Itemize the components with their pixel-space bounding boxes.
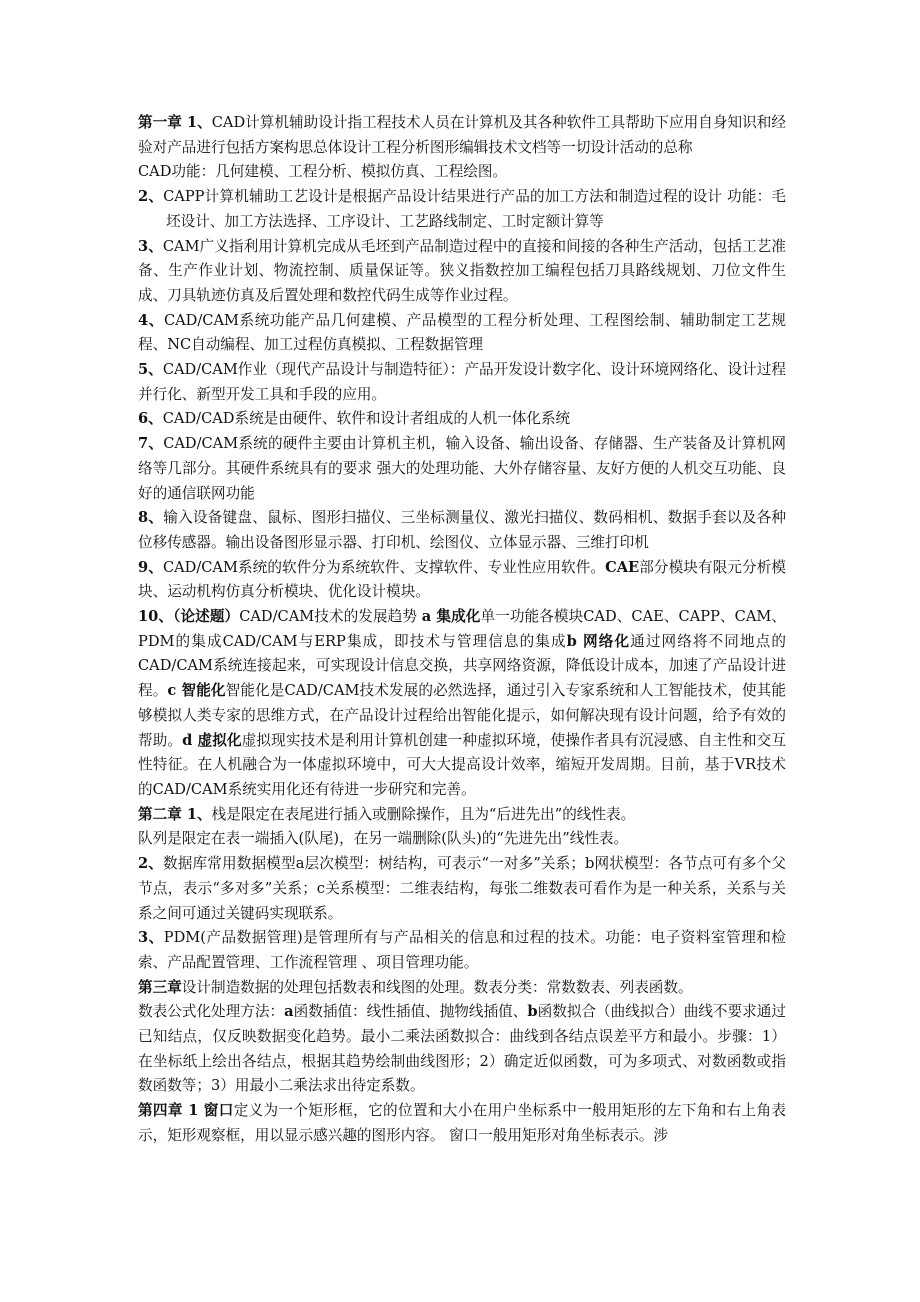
text-run: 单一功能各模块CAD、CAE、CAPP、CAM、PDM的集成CAD/CAM与ERP集成，即技术与管理信息的集成 <box>138 608 786 650</box>
bold-run: 第三章 <box>138 978 182 996</box>
bold-run: b <box>527 1003 538 1021</box>
text-run: 定义为一个矩形框，它的位置和大小在用户坐标系中一般用矩形的左下角和右上角表示，矩形观察框，用以显示感兴趣的图形内容。 窗口一般用矩形对角坐标表示。涉 <box>138 1102 786 1144</box>
text-run: 智能化是CAD/CAM技术发展的必然选择，通过引入专家系统和人工智能技术，使其能够模拟人类专家的思维方式，在产品设计过程给出智能化提示，如何解决现有设计问题，给予有效的帮助。 <box>138 682 786 749</box>
text-run: 输入设备键盘、鼠标、图形扫描仪、三坐标测量仪、激光扫描仪、数码相机、数据手套以及各种位移传感器。输出设备图形显示器、打印机、绘图仪、立体显示器、三维打印机 <box>138 509 786 551</box>
paragraph-ch1-6 <box>138 407 786 432</box>
bold-run: 3、 <box>138 929 164 947</box>
bold-run: 第一章 1、 <box>138 114 212 131</box>
paragraph-ch1-9 <box>138 556 786 605</box>
paragraph-ch1-7 <box>138 432 786 506</box>
bold-run: 7、 <box>138 435 164 453</box>
paragraph-ch2-3-pdm <box>138 926 786 975</box>
paragraph-ch3-intro <box>138 976 786 1001</box>
paragraph-ch2-2-data-models <box>138 852 786 926</box>
text-run: 虚拟现实技术是利用计算机创建一种虚拟环境，使操作者具有沉浸感、自主性和交互性特征。在人机融合为一体虚拟环境中，可大大提高设计效率，缩短开发周期。目前，基于VR技术的CAD/CAM系统实用化还有待进一步研究和完善。 <box>138 731 786 798</box>
text-run: 数据库常用数据模型a层次模型：树结构，可表示“一对多”关系；b网状模型：各节点可有多个父节点，表示“多对多”关系；c关系模型：二维表结构，每张二维数表可看作为是一种关系，关系与关系之间可通过关键码实现联系。 <box>138 855 786 922</box>
text-run: CAD/CAM系统功能产品几何建模、产品模型的工程分析处理、工程图绘制、辅助制定工艺规程、NC自动编程、加工过程仿真模拟、工程数据管理 <box>138 311 786 354</box>
bold-run: 2、 <box>138 188 164 206</box>
bold-run: CAE <box>605 558 640 576</box>
bold-run: 第四章 1 窗口 <box>138 1102 234 1120</box>
paragraph-ch1-2-capp <box>138 185 786 234</box>
text-run: CAD/CAM系统的软件分为系统软件、支撑软件、专业性应用软件。 <box>162 558 606 576</box>
text-run: PDM(产品数据管理)是管理所有与产品相关的信息和过程的技术。功能：电子资料室管理和检索、产品配置管理、工作流程管理 、项目管理功能。 <box>138 929 786 971</box>
text-run: CAM广义指利用计算机完成从毛坯到产品制造过程中的直接和间接的各种生产活动，包括工艺准备、生产作业计划、物流控制、质量保证等。狭义指数控加工编程包括刀具路线规划、刀位文件生成、刀具轨迹仿真及后置处理和数控代码生成等作业过程。 <box>138 237 787 304</box>
paragraph-ch1-1 <box>138 111 786 160</box>
bold-run: d 虚拟化 <box>182 731 242 749</box>
text-run: 队列是限定在表一端插入(队尾)，在另一端删除(队头)的“先进先出”线性表。 <box>138 830 629 848</box>
paragraph-ch2-1-stack <box>138 803 786 828</box>
paragraph-ch1-10-essay <box>138 605 786 803</box>
text-run: CAPP计算机辅助工艺设计是根据产品设计结果进行产品的加工方法和制造过程的设计 功能：毛坯设计、加工方法选择、工序设计、工艺路线制定、工时定额计算等 <box>163 188 786 230</box>
text-run: CAD功能：几何建模、工程分析、模拟仿真、工程绘图。 <box>138 163 508 181</box>
bold-run: b 网络化 <box>566 632 631 650</box>
text-run: 设计制造数据的处理包括数表和线图的处理。数表分类：常数数表、列表函数。 <box>181 978 693 996</box>
paragraph-ch1-4 <box>138 309 786 358</box>
bold-run: 2、 <box>138 855 164 873</box>
bold-run: 4、 <box>138 311 164 329</box>
text-run: 栈是限定在表尾进行插入或删除操作，且为“后进先出”的线性表。 <box>211 805 636 823</box>
bold-run: a <box>284 1003 294 1021</box>
paragraph-ch2-queue <box>138 827 786 852</box>
bold-run: c 智能化 <box>167 682 226 700</box>
bold-run: 第二章 1、 <box>138 805 212 823</box>
paragraph-ch1-8 <box>138 506 786 555</box>
text-run: 函数拟合（曲线拟合）曲线不要求通过已知结点，仅反映数据变化趋势。最小二乘法函数拟合：曲线到各结点误差平方和最小。步骤：1）在坐标纸上绘出各结点，根据其趋势绘制曲线图形；2）确定近似函数，可为多项式、对数函数或指数函数等；3）用最小二乘法求出待定系数。 <box>138 1003 786 1095</box>
paragraph-cad-functions <box>138 160 786 185</box>
bold-run: 5、 <box>138 361 163 379</box>
text-run: CAD计算机辅助设计指工程技术人员在计算机及其各种软件工具帮助下应用自身知识和经验对产品进行包括方案构思总体设计工程分析图形编辑技术文档等一切设计活动的总称 <box>138 114 786 156</box>
bold-run: 8、 <box>138 509 164 527</box>
text-run: 部分模块有限元分析模块、运动机构仿真分析模块、优化设计模块。 <box>138 558 786 601</box>
text-run: 函数插值：线性插值、抛物线插值、 <box>293 1003 528 1021</box>
bold-run: 10、（论述题） <box>138 608 240 626</box>
bold-run: 9、 <box>138 558 163 576</box>
text-run: 通过网络将不同地点的CAD/CAM系统连接起来，可实现设计信息交换，共享网络资源，降低设计成本，加速了产品设计进程。 <box>138 632 786 700</box>
bold-run: 6、 <box>138 410 163 428</box>
paragraph-ch1-5 <box>138 358 786 407</box>
text-run: CAD/CAD系统是由硬件、软件和设计者组成的人机一体化系统 <box>162 410 571 428</box>
text-run: CAD/CAM技术的发展趋势 <box>239 608 422 626</box>
document-page <box>138 111 786 1149</box>
paragraph-ch4-1-window <box>138 1099 786 1148</box>
text-run: CAD/CAM作业（现代产品设计与制造特征）：产品开发设计数字化、设计环境网络化、设计过程并行化、新型开发工具和手段的应用。 <box>138 361 786 403</box>
text-run: CAD/CAM系统的硬件主要由计算机主机，输入设备、输出设备、存储器、生产装备及计算机网络等几部分。其硬件系统具有的要求 强大的处理功能、大外存储容量、友好方便的人机交互功能、良好的通信联网功能 <box>138 435 787 502</box>
paragraph-ch1-3-cam <box>138 235 786 309</box>
text-run: 数表公式化处理方法： <box>138 1003 285 1021</box>
bold-run: 3、 <box>138 237 163 255</box>
paragraph-ch3-methods <box>138 1000 786 1099</box>
bold-run: a 集成化 <box>421 608 481 626</box>
